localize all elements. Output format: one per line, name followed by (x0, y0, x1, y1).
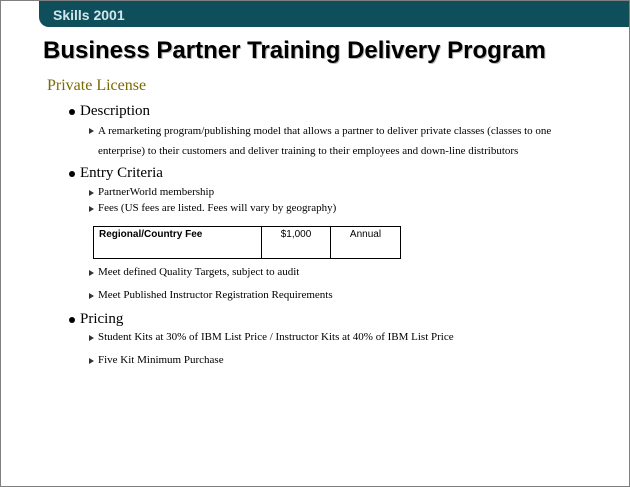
arrow-bullet-icon (89, 358, 94, 364)
arrow-bullet-icon (89, 206, 94, 212)
item-text: Student Kits at 30% of IBM List Price / Instructor Kits at 40% of IBM List Price (98, 331, 454, 343)
table-row (94, 227, 401, 259)
pricing-item (89, 331, 454, 343)
item-text: Five Kit Minimum Purchase (98, 354, 224, 366)
entry-criteria-item (89, 202, 336, 214)
bullet-icon (69, 317, 75, 323)
page-title: Business Partner Training Delivery Program (43, 37, 546, 64)
item-text: Fees (US fees are listed. Fees will vary by geography) (98, 202, 337, 214)
item-text: PartnerWorld membership (98, 186, 215, 198)
pricing-item (89, 354, 224, 366)
section-entry-criteria (69, 165, 163, 182)
arrow-bullet-icon (89, 270, 94, 276)
item-text: Meet defined Quality Targets, subject to audit (98, 266, 300, 278)
entry-criteria-item (89, 266, 299, 278)
fee-amount-cell: $1,000 (262, 227, 331, 259)
entry-criteria-item (89, 289, 333, 301)
fee-label-cell: Regional/Country Fee (94, 227, 262, 259)
arrow-bullet-icon (89, 128, 94, 134)
subtitle: Private License (47, 77, 147, 94)
bullet-icon (69, 171, 75, 177)
section-heading: Pricing (80, 311, 124, 327)
section-description (69, 103, 150, 120)
section-pricing (69, 311, 123, 328)
item-text: Meet Published Instructor Registration Requirements (98, 289, 333, 301)
header-bar (39, 1, 629, 27)
item-text: A remarketing program/publishing model that allows a partner to deliver private classes (classes to one enterprise) to their customers and deliver training to their employees and down-line distributors (98, 125, 552, 157)
fee-period-cell: Annual (331, 227, 401, 259)
header-label: Skills 2001 (53, 7, 125, 23)
section-heading: Entry Criteria (80, 165, 163, 181)
entry-criteria-item (89, 186, 214, 198)
bullet-icon (69, 109, 75, 115)
section-heading: Description (80, 103, 150, 119)
fee-table (93, 226, 401, 259)
arrow-bullet-icon (89, 293, 94, 299)
description-item (89, 121, 559, 161)
arrow-bullet-icon (89, 335, 94, 341)
arrow-bullet-icon (89, 190, 94, 196)
